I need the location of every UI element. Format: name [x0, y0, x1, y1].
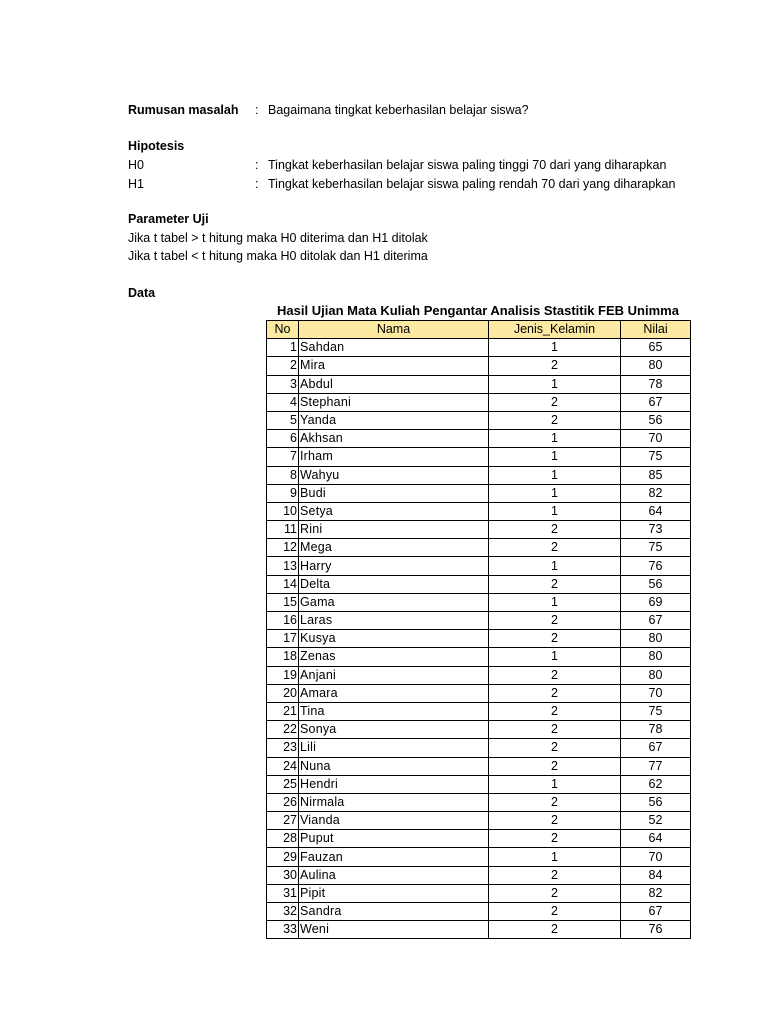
cell-no: 21 — [267, 702, 299, 720]
cell-jenis-kelamin: 2 — [489, 612, 621, 630]
cell-no: 4 — [267, 393, 299, 411]
cell-no: 33 — [267, 921, 299, 939]
cell-nilai: 64 — [621, 502, 691, 520]
cell-nama: Sahdan — [299, 339, 489, 357]
h1-text: Tingkat keberhasilan belajar siswa paling rendah 70 dari yang diharapkan — [268, 177, 676, 191]
cell-no: 24 — [267, 757, 299, 775]
cell-no: 19 — [267, 666, 299, 684]
cell-no: 23 — [267, 739, 299, 757]
cell-nilai: 77 — [621, 757, 691, 775]
cell-jenis-kelamin: 2 — [489, 702, 621, 720]
cell-nama: Tina — [299, 702, 489, 720]
table-row — [267, 793, 691, 811]
h0-text: Tingkat keberhasilan belajar siswa paling tinggi 70 dari yang diharapkan — [268, 158, 667, 172]
table-row — [267, 539, 691, 557]
table-row — [267, 702, 691, 720]
table-row — [267, 521, 691, 539]
table-row — [267, 739, 691, 757]
cell-jenis-kelamin: 2 — [489, 739, 621, 757]
cell-no: 20 — [267, 684, 299, 702]
cell-jenis-kelamin: 2 — [489, 830, 621, 848]
cell-nilai: 70 — [621, 684, 691, 702]
table-row — [267, 684, 691, 702]
cell-nilai: 56 — [621, 411, 691, 429]
cell-jenis-kelamin: 2 — [489, 721, 621, 739]
rumusan-label: Rumusan masalah — [128, 103, 239, 117]
cell-jenis-kelamin: 1 — [489, 430, 621, 448]
cell-nilai: 80 — [621, 357, 691, 375]
cell-no: 2 — [267, 357, 299, 375]
cell-nama: Hendri — [299, 775, 489, 793]
cell-nilai: 75 — [621, 448, 691, 466]
header-jenis-kelamin: Jenis_Kelamin — [489, 321, 621, 339]
table-row — [267, 448, 691, 466]
cell-nama: Kusya — [299, 630, 489, 648]
cell-no: 22 — [267, 721, 299, 739]
cell-nama: Delta — [299, 575, 489, 593]
cell-no: 18 — [267, 648, 299, 666]
table-row — [267, 848, 691, 866]
cell-jenis-kelamin: 2 — [489, 357, 621, 375]
cell-nama: Laras — [299, 612, 489, 630]
cell-nilai: 80 — [621, 666, 691, 684]
cell-no: 26 — [267, 793, 299, 811]
h0-label: H0 — [128, 158, 144, 172]
cell-jenis-kelamin: 1 — [489, 775, 621, 793]
cell-no: 8 — [267, 466, 299, 484]
cell-no: 32 — [267, 903, 299, 921]
cell-nama: Abdul — [299, 375, 489, 393]
table-row — [267, 484, 691, 502]
cell-nama: Setya — [299, 502, 489, 520]
cell-nilai: 67 — [621, 739, 691, 757]
cell-jenis-kelamin: 1 — [489, 339, 621, 357]
table-row — [267, 757, 691, 775]
table-row — [267, 612, 691, 630]
cell-nama: Yanda — [299, 411, 489, 429]
cell-nama: Vianda — [299, 812, 489, 830]
cell-no: 13 — [267, 557, 299, 575]
cell-nilai: 76 — [621, 921, 691, 939]
cell-nama: Stephani — [299, 393, 489, 411]
table-header-row — [267, 321, 691, 339]
table-row — [267, 466, 691, 484]
table-row — [267, 830, 691, 848]
cell-no: 12 — [267, 539, 299, 557]
cell-jenis-kelamin: 1 — [489, 466, 621, 484]
cell-nama: Fauzan — [299, 848, 489, 866]
cell-jenis-kelamin: 2 — [489, 630, 621, 648]
cell-nama: Mira — [299, 357, 489, 375]
cell-nilai: 56 — [621, 575, 691, 593]
cell-nilai: 56 — [621, 793, 691, 811]
cell-nama: Zenas — [299, 648, 489, 666]
cell-jenis-kelamin: 1 — [489, 375, 621, 393]
cell-jenis-kelamin: 2 — [489, 812, 621, 830]
cell-jenis-kelamin: 2 — [489, 393, 621, 411]
cell-nama: Anjani — [299, 666, 489, 684]
cell-nilai: 78 — [621, 721, 691, 739]
cell-nilai: 80 — [621, 630, 691, 648]
cell-no: 1 — [267, 339, 299, 357]
cell-nama: Puput — [299, 830, 489, 848]
table-row — [267, 648, 691, 666]
table-row — [267, 430, 691, 448]
table-row — [267, 775, 691, 793]
table-row — [267, 357, 691, 375]
parameter-line-2: Jika t tabel < t hitung maka H0 ditolak dan H1 diterima — [128, 249, 428, 263]
cell-nama: Harry — [299, 557, 489, 575]
hipotesis-title: Hipotesis — [128, 139, 185, 153]
h0-colon: : — [255, 158, 259, 172]
cell-nama: Sandra — [299, 903, 489, 921]
table-row — [267, 502, 691, 520]
h1-colon: : — [255, 177, 259, 191]
cell-jenis-kelamin: 1 — [489, 848, 621, 866]
cell-nilai: 69 — [621, 593, 691, 611]
header-nilai: Nilai — [621, 321, 691, 339]
table-row — [267, 903, 691, 921]
rumusan-text: Bagaimana tingkat keberhasilan belajar siswa? — [268, 103, 529, 117]
cell-nilai: 52 — [621, 812, 691, 830]
cell-jenis-kelamin: 2 — [489, 539, 621, 557]
cell-jenis-kelamin: 2 — [489, 666, 621, 684]
cell-nilai: 80 — [621, 648, 691, 666]
table-row — [267, 630, 691, 648]
header-nama: Nama — [299, 321, 489, 339]
cell-no: 17 — [267, 630, 299, 648]
cell-nama: Weni — [299, 921, 489, 939]
cell-nama: Lili — [299, 739, 489, 757]
cell-nama: Rini — [299, 521, 489, 539]
table-row — [267, 921, 691, 939]
cell-nilai: 64 — [621, 830, 691, 848]
cell-nama: Wahyu — [299, 466, 489, 484]
cell-jenis-kelamin: 1 — [489, 593, 621, 611]
cell-nilai: 75 — [621, 702, 691, 720]
cell-nilai: 82 — [621, 484, 691, 502]
cell-nilai: 85 — [621, 466, 691, 484]
table-row — [267, 866, 691, 884]
cell-no: 30 — [267, 866, 299, 884]
table-row — [267, 411, 691, 429]
cell-nama: Irham — [299, 448, 489, 466]
cell-nama: Pipit — [299, 884, 489, 902]
cell-nama: Mega — [299, 539, 489, 557]
header-no: No — [267, 321, 299, 339]
cell-no: 14 — [267, 575, 299, 593]
cell-no: 16 — [267, 612, 299, 630]
table-row — [267, 884, 691, 902]
cell-jenis-kelamin: 2 — [489, 793, 621, 811]
cell-nama: Nuna — [299, 757, 489, 775]
cell-jenis-kelamin: 2 — [489, 521, 621, 539]
cell-nilai: 65 — [621, 339, 691, 357]
cell-nama: Gama — [299, 593, 489, 611]
cell-nilai: 62 — [621, 775, 691, 793]
cell-jenis-kelamin: 1 — [489, 648, 621, 666]
cell-no: 11 — [267, 521, 299, 539]
data-label: Data — [128, 286, 156, 300]
h1-label: H1 — [128, 177, 144, 191]
cell-jenis-kelamin: 2 — [489, 921, 621, 939]
cell-nilai: 76 — [621, 557, 691, 575]
cell-nama: Nirmala — [299, 793, 489, 811]
cell-nilai: 67 — [621, 903, 691, 921]
cell-nama: Sonya — [299, 721, 489, 739]
cell-nama: Aulina — [299, 866, 489, 884]
cell-no: 15 — [267, 593, 299, 611]
table-row — [267, 393, 691, 411]
cell-jenis-kelamin: 2 — [489, 884, 621, 902]
cell-no: 9 — [267, 484, 299, 502]
cell-nilai: 75 — [621, 539, 691, 557]
cell-nama: Akhsan — [299, 430, 489, 448]
cell-no: 10 — [267, 502, 299, 520]
cell-nilai: 82 — [621, 884, 691, 902]
table-row — [267, 812, 691, 830]
cell-jenis-kelamin: 1 — [489, 484, 621, 502]
parameter-line-1: Jika t tabel > t hitung maka H0 diterima dan H1 ditolak — [128, 231, 428, 245]
cell-nilai: 73 — [621, 521, 691, 539]
cell-no: 27 — [267, 812, 299, 830]
cell-no: 31 — [267, 884, 299, 902]
cell-no: 28 — [267, 830, 299, 848]
cell-no: 5 — [267, 411, 299, 429]
cell-nilai: 67 — [621, 393, 691, 411]
cell-nilai: 67 — [621, 612, 691, 630]
cell-nilai: 84 — [621, 866, 691, 884]
cell-jenis-kelamin: 1 — [489, 557, 621, 575]
table-row — [267, 666, 691, 684]
cell-jenis-kelamin: 2 — [489, 903, 621, 921]
cell-jenis-kelamin: 1 — [489, 502, 621, 520]
table-row — [267, 339, 691, 357]
cell-nilai: 70 — [621, 848, 691, 866]
cell-nilai: 70 — [621, 430, 691, 448]
cell-no: 25 — [267, 775, 299, 793]
cell-nama: Budi — [299, 484, 489, 502]
table-caption: Hasil Ujian Mata Kuliah Pengantar Analisis Stastitik FEB Unimma — [277, 303, 679, 318]
cell-nilai: 78 — [621, 375, 691, 393]
cell-jenis-kelamin: 2 — [489, 575, 621, 593]
table-row — [267, 557, 691, 575]
table-row — [267, 575, 691, 593]
rumusan-colon: : — [255, 103, 259, 117]
table-row — [267, 375, 691, 393]
cell-no: 29 — [267, 848, 299, 866]
cell-jenis-kelamin: 2 — [489, 411, 621, 429]
data-table — [266, 320, 691, 939]
cell-jenis-kelamin: 2 — [489, 866, 621, 884]
cell-no: 7 — [267, 448, 299, 466]
cell-no: 3 — [267, 375, 299, 393]
parameter-title: Parameter Uji — [128, 212, 209, 226]
cell-jenis-kelamin: 2 — [489, 757, 621, 775]
cell-nama: Amara — [299, 684, 489, 702]
cell-no: 6 — [267, 430, 299, 448]
table-row — [267, 721, 691, 739]
table-row — [267, 593, 691, 611]
cell-jenis-kelamin: 2 — [489, 684, 621, 702]
cell-jenis-kelamin: 1 — [489, 448, 621, 466]
